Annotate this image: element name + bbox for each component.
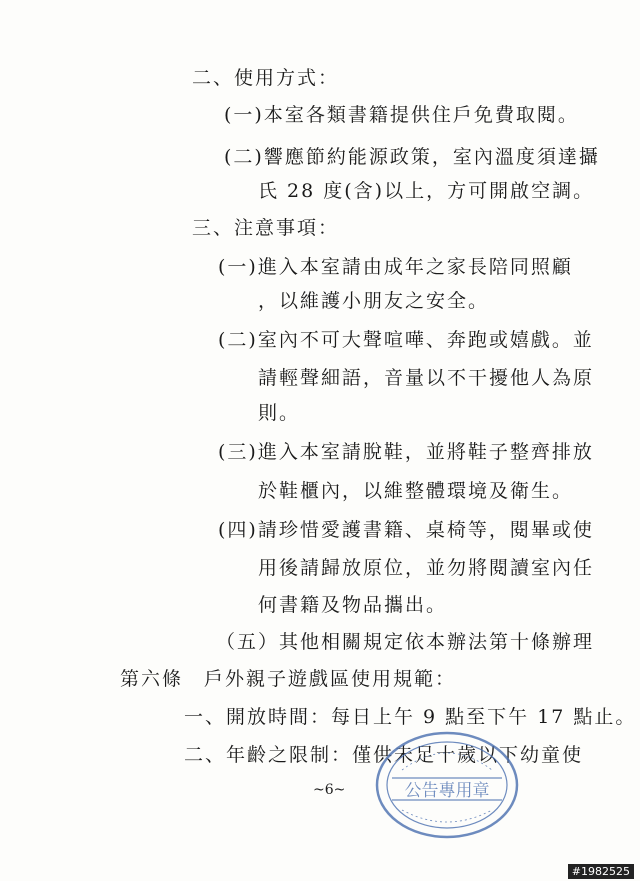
section-heading-notes: 三、注意事項： [192, 217, 340, 239]
svg-text:公告專用章: 公告專用章 [404, 781, 490, 801]
notes-item-2-cont2: 則。 [258, 402, 301, 424]
notes-item-5: （五）其他相關規定依本辦法第十條辦理 [216, 631, 595, 653]
section-heading-usage: 二、使用方式： [192, 67, 340, 89]
outdoor-item-1: 一、開放時間：每日上午 9 點至下午 17 點止。 [184, 706, 637, 728]
notes-item-4-cont2: 何書籍及物品攜出。 [258, 594, 448, 616]
page-number: ~6~ [313, 782, 346, 798]
notes-item-2: (二)室內不可大聲喧嘩、奔跑或嬉戲。並 [218, 329, 594, 351]
document-id-label: #1982525 [568, 864, 634, 879]
notes-item-3: (三)進入本室請脫鞋，並將鞋子整齊排放 [218, 441, 594, 463]
usage-item-2-cont: 氏 28 度(含)以上，方可開啟空調。 [258, 180, 595, 202]
usage-item-1: (一)本室各類書籍提供住戶免費取閱。 [224, 104, 579, 126]
article-six-heading: 第六條 戶外親子遊戲區使用規範： [120, 668, 457, 690]
notes-item-2-cont: 請輕聲細語，音量以不干擾他人為原 [258, 367, 595, 389]
notes-item-3-cont: 於鞋櫃內，以維整體環境及衛生。 [258, 480, 574, 502]
notes-item-1-cont: ，以維護小朋友之安全。 [258, 290, 490, 312]
usage-item-2: (二)響應節約能源政策，室內溫度須達攝 [224, 146, 600, 168]
official-seal-stamp [374, 730, 520, 840]
notes-item-4: (四)請珍惜愛護書籍、桌椅等，閱畢或使 [218, 519, 594, 541]
outdoor-item-2: 二、年齡之限制：僅供未足十歲以下幼童使 [184, 744, 584, 766]
notes-item-4-cont: 用後請歸放原位，並勿將閱讀室內任 [258, 557, 595, 579]
notes-item-1: (一)進入本室請由成年之家長陪同照顧 [218, 256, 573, 278]
